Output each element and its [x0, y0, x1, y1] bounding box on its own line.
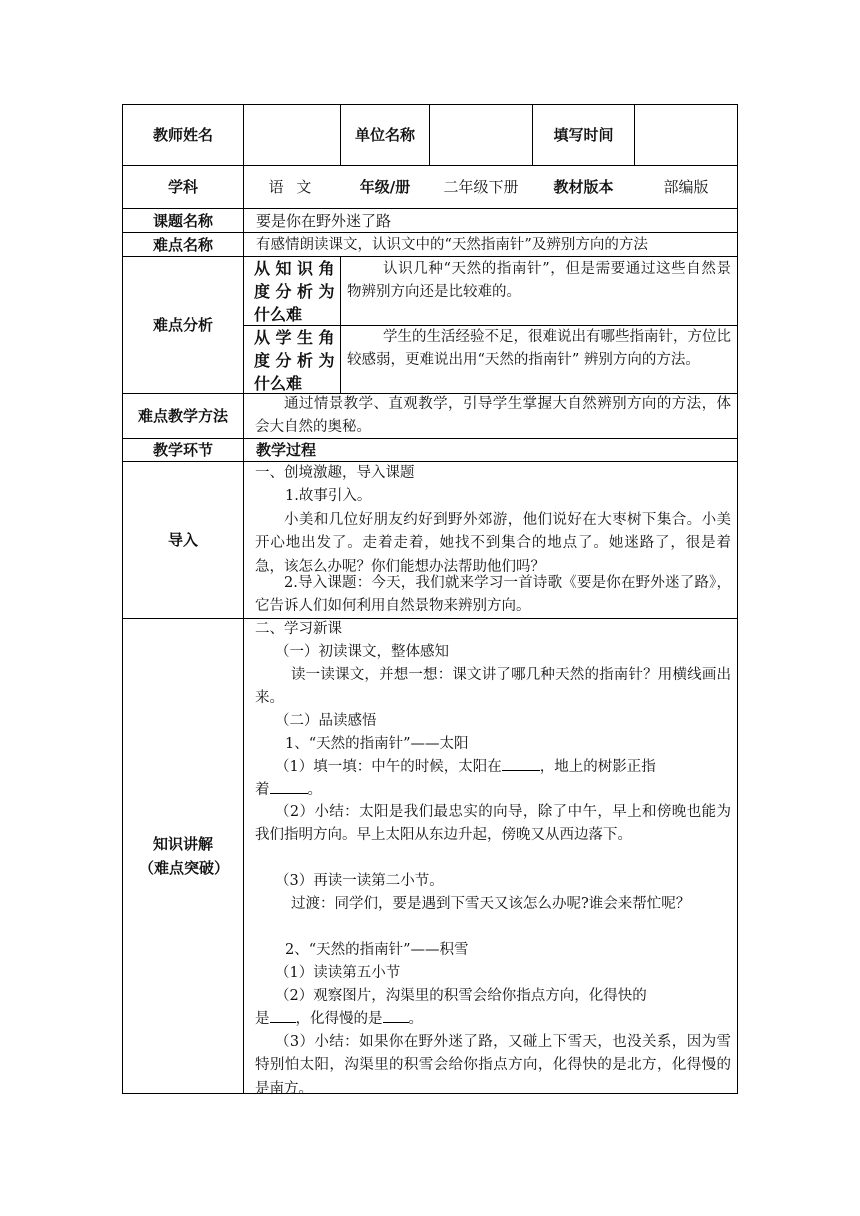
sun-fill-text-a: （1）填一填：中午的时候，太阳在: [275, 759, 502, 775]
appreciation-heading: （二）品读感悟: [275, 713, 377, 729]
teacher-name-value: [244, 105, 340, 165]
slow-melt-blank: [383, 1008, 409, 1023]
snow-summary-text: （3）小结：如果你在野外迷了路，又碰上下雪天，也没关系，因为雪特别怕太阳，沟渠里的积雪会给你指点方向，化得快的是北方，化得慢的是南方。: [255, 1034, 731, 1097]
textbook-value: 部编版: [663, 178, 709, 196]
sun-fill-line1: [275, 756, 656, 779]
transition-text: 过渡：同学们，要是遇到下雪天又该怎么办呢?谁会来帮忙呢？: [291, 896, 691, 912]
intro-topic-text: 2.导入课题：今天，我们就来学习一首诗歌《要是你在野外迷了路》，它告诉人们如何利用自然景物来辨别方向。: [255, 575, 731, 615]
unit-name-value: [430, 105, 532, 165]
intro-story-heading: 1.故事引入。: [285, 488, 372, 504]
snow-fill-text-b: 是: [255, 1011, 270, 1027]
knowledge-angle-text: 认识几种“天然的指南针”，但是需要通过这些自然景物辨别方向还是比较难的。: [347, 261, 731, 301]
reread-text: （3）再读一读第二小节。: [275, 873, 444, 889]
sun-position-blank: [502, 756, 540, 771]
first-reading-heading: （一）初读课文，整体感知: [275, 644, 449, 660]
knowledge-angle-label-line2: 度分析为: [254, 282, 341, 301]
read-fifth-section: （1）读读第五小节: [275, 965, 401, 981]
sun-fill-text-d: 。: [307, 782, 322, 798]
sun-summary-text: （2）小结：太阳是我们最忠实的向导，除了中午，早上和傍晚也能为我们指明方向。早上太阳从东边升起，傍晚又从西边落下。: [255, 804, 731, 844]
fill-date-label: 填写时间: [553, 126, 614, 144]
method-label: 难点教学方法: [137, 407, 228, 425]
grade-value: 二年级下册: [443, 178, 519, 196]
table-border: [340, 256, 341, 394]
snow-fill-line1: （2）观察图片，沟渠里的积雪会给你指点方向，化得快的: [275, 988, 647, 1004]
difficulty-label: 难点名称: [152, 235, 213, 254]
subject-value: 语 文: [268, 178, 316, 196]
topic-value: 要是你在野外迷了路: [256, 211, 392, 230]
intro-heading: 一、创境激趣，导入课题: [255, 465, 415, 481]
knowledge-angle-label-line1: 从知识角: [254, 259, 341, 278]
sun-compass-heading: 1、“天然的指南针”——太阳: [285, 736, 469, 752]
process-header: 教学过程: [256, 441, 317, 459]
snow-fill-line2: [255, 1008, 423, 1031]
fast-melt-blank: [270, 1008, 296, 1023]
sun-fill-line2: [255, 779, 322, 802]
knowledge-angle-label-line3: 什么难: [254, 305, 303, 324]
sun-fill-text-c: 着: [255, 782, 270, 798]
table-border: [737, 104, 738, 1094]
grade-label: 年级/册: [359, 178, 411, 196]
unit-name-label: 单位名称: [354, 126, 415, 144]
subject-label: 学科: [167, 178, 198, 196]
stage-header: 教学环节: [152, 441, 213, 459]
student-angle-text: 学生的生活经验不足，很难说出有哪些指南针，方位比较感弱，更难说出用“天然的指南针” 辨别方向的方法。: [347, 329, 731, 369]
snow-fill-text-d: 。: [408, 1011, 423, 1027]
new-lesson-heading: 二、学习新课: [255, 621, 342, 637]
analysis-label: 难点分析: [152, 316, 213, 334]
textbook-label: 教材版本: [553, 178, 614, 196]
first-reading-text: 读一读课文，并想一想：课文讲了哪几种天然的指南针？用横线画出来。: [255, 667, 731, 707]
topic-label: 课题名称: [152, 211, 213, 230]
student-angle-label-line2: 度分析为: [254, 351, 341, 370]
sun-fill-text-b: ，地上的树影正指: [539, 759, 656, 775]
intro-label: 导入: [167, 531, 198, 549]
snow-fill-text-c: ，化得慢的是: [295, 1011, 383, 1027]
shadow-direction-blank: [270, 779, 308, 794]
knowledge-label: 知识讲解（难点突破）: [139, 835, 230, 877]
intro-story-text: 小美和几位好朋友约好到野外郊游，他们说好在大枣树下集合。小美开心地出发了。走着走着，她找不到集合的地点了。她迷路了，很是着急，该怎么办呢？你们能想办法帮助他们吗？: [255, 512, 731, 575]
snow-compass-heading: 2、“天然的指南针”——积雪: [285, 942, 469, 958]
student-angle-label-line1: 从学生角: [254, 328, 341, 347]
teacher-name-label: 教师姓名: [152, 126, 213, 144]
fill-date-value: [635, 105, 737, 165]
student-angle-label-line3: 什么难: [254, 374, 303, 393]
method-text: 通过情景教学、直观教学，引导学生掌握大自然辨别方向的方法，体会大自然的奥秘。: [255, 396, 731, 436]
difficulty-value: 有感情朗读课文，认识文中的“天然指南针”及辨别方向的方法: [256, 236, 648, 253]
